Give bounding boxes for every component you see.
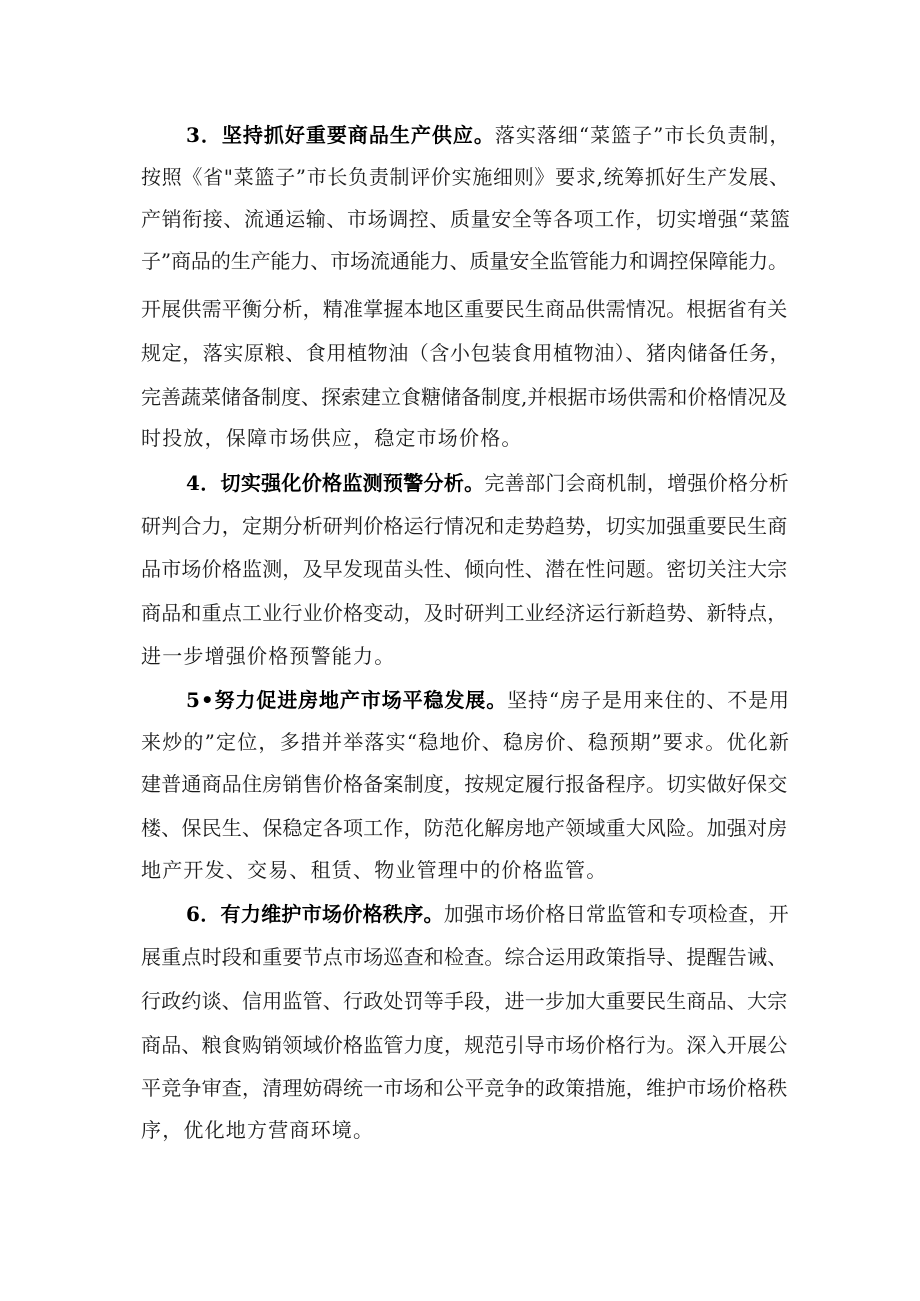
paragraph-4-line-3: 品市场价格监测，及早发现苗头性、倾向性、潜在性问题。密切关注大宗 xyxy=(141,557,788,581)
paragraph-4-line-1 xyxy=(186,463,789,503)
paragraph-4-line-4: 商品和重点工业行业价格变动，及时研判工业经济运行新趋势、新特点， xyxy=(141,601,788,625)
paragraph-3-line-7: 完善蔬菜储备制度、探索建立食糖储备制度,并根据市场供需和价格情况及 xyxy=(141,385,788,409)
paragraph-4-text: 完善部门会商机制，增强价格分析 xyxy=(484,471,789,495)
paragraph-6-line-2: 展重点时段和重要节点市场巡查和检查。综合运用政策指导、提醒告诫、 xyxy=(141,945,788,969)
paragraph-6-line-3: 行政约谈、信用监管、行政处罚等手段，进一步加大重要民生商品、大宗 xyxy=(141,989,788,1013)
paragraph-3-line-4: 子”商品的生产能力、市场流通能力、质量安全监管能力和调控保障能力。 xyxy=(141,249,788,273)
paragraph-5-line-4: 楼、保民生、保稳定各项工作，防范化解房地产领域重大风险。加强对房 xyxy=(141,816,788,840)
paragraph-5-line-5: 地产开发、交易、租赁、物业管理中的价格监管。 xyxy=(141,858,608,882)
paragraph-3-line-3: 产销衔接、流通运输、市场调控、质量安全等各项工作，切实增强“菜篮 xyxy=(141,207,791,231)
paragraph-3-line-1 xyxy=(186,115,790,155)
paragraph-6-line-5: 平竞争审查，清理妨碍统一市场和公平竞争的政策措施，维护市场价格秩 xyxy=(141,1076,788,1100)
paragraph-4-line-2: 研判合力，定期分析研判价格运行情况和走势趋势，切实加强重要民生商 xyxy=(141,514,788,538)
paragraph-3-text: 落实落细“菜篮子”市长负责制， xyxy=(494,123,791,147)
paragraph-6-text: 加强市场价格日常监管和专项检查，开 xyxy=(443,902,789,926)
paragraph-3-line-8: 时投放，保障市场供应，稳定市场价格。 xyxy=(141,426,523,450)
paragraph-5-text: 坚持“房子是用来住的、不是用 xyxy=(507,688,790,712)
paragraph-4-heading: 4．切实强化价格监测预警分析。 xyxy=(186,471,485,495)
paragraph-3-line-6: 规定，落实原粮、食用植物油（含小包装食用植物油）、猪肉储备任务， xyxy=(141,341,791,365)
paragraph-6-line-1 xyxy=(186,894,789,934)
paragraph-5-line-2: 来炒的”定位，多措并举落实“稳地价、稳房价、稳预期”要求。优化新 xyxy=(141,730,791,754)
paragraph-3-heading: 3．坚持抓好重要商品生产供应。 xyxy=(186,123,495,147)
paragraph-5-heading: 5•努力促进房地产市场平稳发展。 xyxy=(186,688,508,712)
paragraph-6-line-4: 商品、粮食购销领域价格监管力度，规范引导市场价格行为。深入开展公 xyxy=(141,1033,788,1057)
paragraph-5-line-1 xyxy=(186,680,790,720)
paragraph-4-line-5: 进一步增强价格预警能力。 xyxy=(141,644,396,668)
paragraph-3-line-5: 开展供需平衡分析，精准掌握本地区重要民生商品供需情况。根据省有关 xyxy=(141,297,788,321)
paragraph-6-line-6: 序，优化地方营商环境。 xyxy=(141,1118,375,1142)
paragraph-6-heading: 6．有力维护市场价格秩序。 xyxy=(186,902,444,926)
paragraph-3-line-2: 按照《省"菜篮子”市长负责制评价实施细则》要求,统筹抓好生产发展、 xyxy=(141,165,790,189)
paragraph-5-line-3: 建普通商品住房销售价格备案制度，按规定履行报备程序。切实做好保交 xyxy=(141,772,788,796)
